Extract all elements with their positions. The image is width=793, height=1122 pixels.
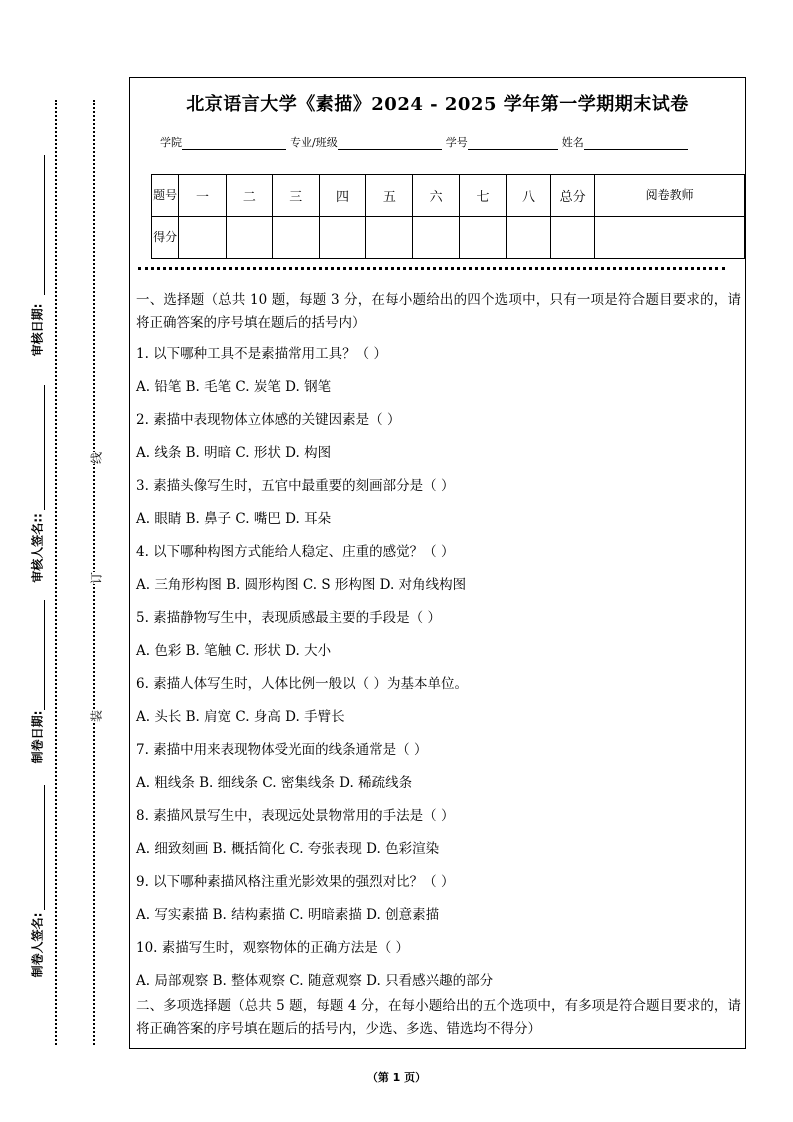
score-table-header-row bbox=[152, 175, 745, 217]
exam-title: 北京语言大学《素描》2024 - 2025 学年第一学期期末试卷 bbox=[186, 94, 689, 115]
name-field[interactable] bbox=[584, 138, 688, 150]
student-info-row bbox=[160, 134, 692, 150]
question-2: 2. 素描中表现物体立体感的关键因素是（ ） bbox=[136, 412, 401, 428]
header-score: 得分 bbox=[152, 217, 179, 259]
question-6-options: A. 头长 B. 肩宽 C. 身高 D. 手臂长 bbox=[136, 709, 345, 725]
score-cell-1[interactable] bbox=[179, 217, 227, 259]
score-table-score-row bbox=[152, 217, 745, 259]
paper-date-line bbox=[44, 600, 45, 710]
review-date-label: 审核日期: bbox=[30, 303, 45, 357]
score-cell-7[interactable] bbox=[460, 217, 507, 259]
col-7: 七 bbox=[460, 175, 507, 217]
question-7: 7. 素描中用来表现物体受光面的线条通常是（ ） bbox=[136, 742, 428, 758]
section-1-questions bbox=[136, 338, 741, 998]
col-1: 一 bbox=[179, 175, 227, 217]
binding-mark-staple: 订 bbox=[89, 571, 104, 585]
paper-sign-line bbox=[44, 785, 45, 910]
paper-date-label: 制卷日期: bbox=[30, 710, 45, 764]
major-class-field[interactable] bbox=[338, 138, 442, 150]
section-2-intro: 二、多项选择题（总共 5 题，每题 4 分，在每小题给出的五个选项中，有多项是符合题目要求的，请将正确答案的序号填在题后的括号内，少选、多选、错选均不得分） bbox=[136, 998, 741, 1037]
school-field[interactable] bbox=[182, 138, 286, 150]
score-cell-4[interactable] bbox=[319, 217, 366, 259]
question-3: 3. 素描头像写生时，五官中最重要的刻画部分是（ ） bbox=[136, 478, 455, 494]
question-4: 4. 以下哪种构图方式能给人稳定、庄重的感觉？（ ） bbox=[136, 544, 455, 560]
binding-mark-fold: 装 bbox=[89, 709, 104, 723]
question-6: 6. 素描人体写生时，人体比例一般以（ ）为基本单位。 bbox=[136, 676, 468, 692]
question-10: 10. 素描写生时，观察物体的正确方法是（ ） bbox=[136, 940, 410, 956]
question-9-options: A. 写实素描 B. 结构素描 C. 明暗素描 D. 创意素描 bbox=[136, 907, 440, 923]
col-5: 五 bbox=[366, 175, 413, 217]
col-grader: 阅卷教师 bbox=[595, 175, 745, 217]
question-3-options: A. 眼睛 B. 鼻子 C. 嘴巴 D. 耳朵 bbox=[136, 511, 332, 527]
col-4: 四 bbox=[319, 175, 366, 217]
question-8-options: A. 细致刻画 B. 概括简化 C. 夸张表现 D. 色彩渲染 bbox=[136, 841, 440, 857]
student-id-field[interactable] bbox=[468, 138, 558, 150]
dotted-separator bbox=[138, 267, 725, 270]
reviewer-sign-label: 审核人签名:: bbox=[30, 513, 45, 583]
col-total: 总分 bbox=[551, 175, 595, 217]
score-cell-total[interactable] bbox=[551, 217, 595, 259]
question-8: 8. 素描风景写生中，表现远处景物常用的手法是（ ） bbox=[136, 808, 455, 824]
question-9: 9. 以下哪种素描风格注重光影效果的强烈对比？（ ） bbox=[136, 874, 455, 890]
score-cell-5[interactable] bbox=[366, 217, 413, 259]
score-cell-2[interactable] bbox=[226, 217, 272, 259]
major-class-label: 专业/班级 bbox=[290, 136, 338, 149]
question-10-options: A. 局部观察 B. 整体观察 C. 随意观察 D. 只看感兴趣的部分 bbox=[136, 973, 494, 989]
exam-frame bbox=[129, 77, 746, 1049]
school-label: 学院 bbox=[160, 136, 182, 149]
section-1 bbox=[136, 289, 741, 335]
question-4-options: A. 三角形构图 B. 圆形构图 C. S 形构图 D. 对角线构图 bbox=[136, 577, 467, 593]
col-2: 二 bbox=[226, 175, 272, 217]
col-6: 六 bbox=[413, 175, 460, 217]
col-8: 八 bbox=[506, 175, 550, 217]
binding-dotted-line-outer bbox=[55, 100, 57, 1045]
name-label: 姓名 bbox=[561, 136, 584, 149]
question-5-options: A. 色彩 B. 笔触 C. 形状 D. 大小 bbox=[136, 643, 332, 659]
score-table bbox=[151, 174, 745, 259]
student-id-label: 学号 bbox=[445, 136, 468, 149]
header-question-no: 题号 bbox=[152, 175, 179, 217]
section-2 bbox=[136, 995, 741, 1041]
score-cell-3[interactable] bbox=[272, 217, 319, 259]
reviewer-sign-line bbox=[44, 385, 45, 510]
score-cell-8[interactable] bbox=[506, 217, 550, 259]
col-3: 三 bbox=[272, 175, 319, 217]
question-5: 5. 素描静物写生中，表现质感最主要的手段是（ ） bbox=[136, 610, 441, 626]
section-1-intro: 一、选择题（总共 10 题，每题 3 分，在每小题给出的四个选项中，只有一项是符合题目要求的，请将正确答案的序号填在题后的括号内） bbox=[136, 292, 741, 331]
score-cell-6[interactable] bbox=[413, 217, 460, 259]
review-date-line bbox=[44, 155, 45, 295]
binding-mark-line: 线 bbox=[89, 451, 104, 465]
question-1-options: A. 铅笔 B. 毛笔 C. 炭笔 D. 钢笔 bbox=[136, 379, 332, 395]
question-7-options: A. 粗线条 B. 细线条 C. 密集线条 D. 稀疏线条 bbox=[136, 775, 413, 791]
page-number: （第 1 页） bbox=[366, 1071, 427, 1084]
question-2-options: A. 线条 B. 明暗 C. 形状 D. 构图 bbox=[136, 445, 332, 461]
question-1: 1. 以下哪种工具不是素描常用工具？（ ） bbox=[136, 346, 387, 362]
score-cell-grader[interactable] bbox=[595, 217, 745, 259]
paper-sign-label: 制卷人签名: bbox=[30, 912, 45, 978]
